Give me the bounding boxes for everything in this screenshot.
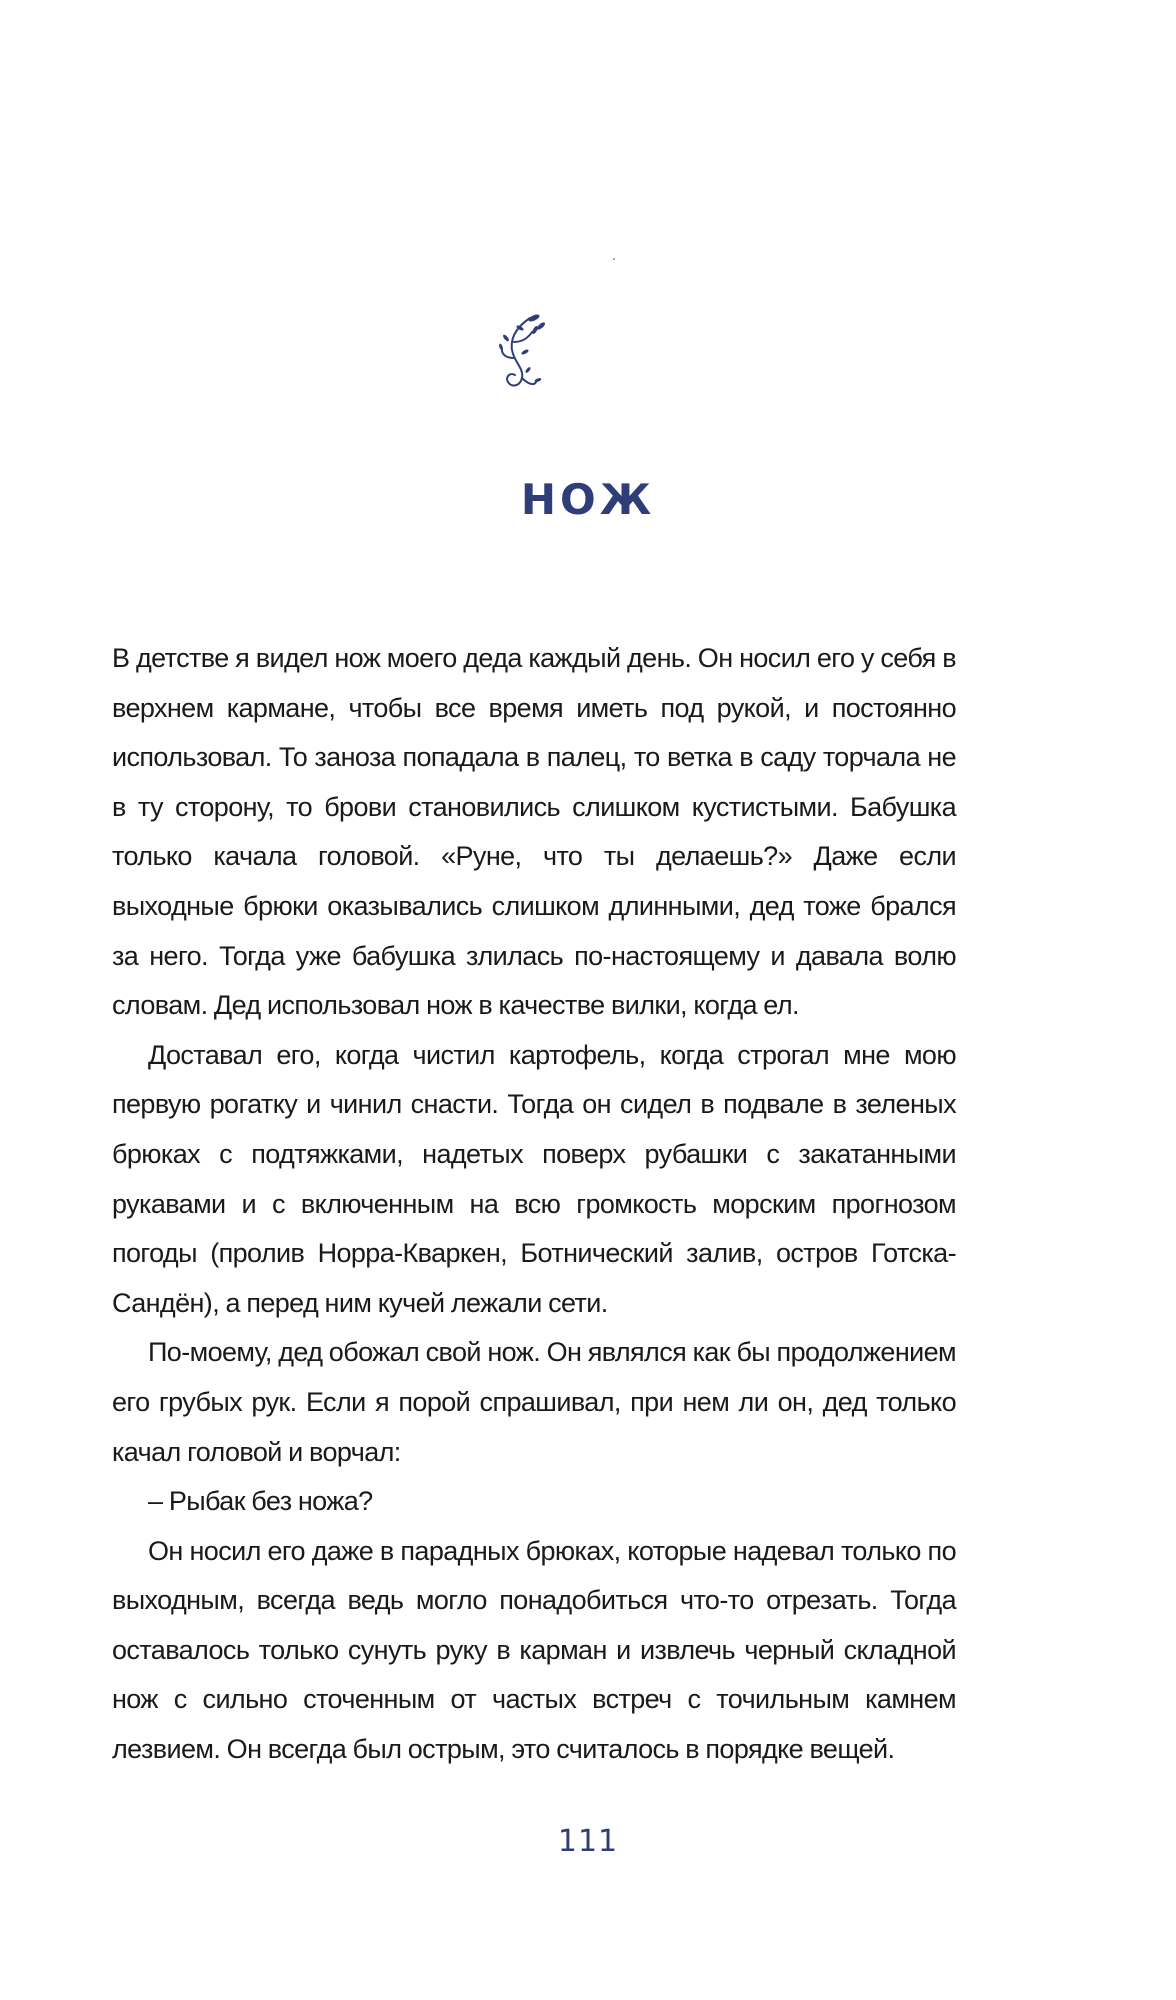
dialogue-line: – Рыбак без ножа? — [148, 1486, 373, 1517]
paragraph: Доставал его, когда чистил картофель, когда строгал мне мою первую рогатку и чинил снасти. Тогда он сидел в подвале в зеленых брюках с подтяжками, надетых поверх рубашки с закатанными рукавами и с включенным на всю громкость морским прогнозом погоды (пролив Норра-Кваркен, Ботнический залив, остров Готска-Сандён), а перед ним кучей лежали сети. — [112, 1039, 956, 1318]
paragraph: По-моему, дед обожал свой нож. Он являлся как бы продолжением его грубых рук. Если я порой спрашивал, при нем ли он, дед только качал головой и ворчал: — [112, 1337, 956, 1467]
leaf-sprig-icon — [494, 312, 558, 394]
paragraph: В детстве я видел нож моего деда каждый день. Он носил его у себя в верхнем кармане, чтобы все время иметь под рукой, и постоянно использовал. То заноза попадала в палец, то ветка в саду торчала не в ту сторону, то брови становились слишком кустистыми. Бабушка только качала головой. «Руне, что ты делаешь?» Даже если выходные брюки оказывались слишком длинными, дед тоже брался за него. Тогда уже бабушка злилась по-настоящему и давала волю словам. Дед использовал нож в качестве вилки, когда ел. — [112, 643, 956, 1021]
chapter-title: НОЖ — [520, 475, 656, 524]
chapter-body — [112, 634, 956, 1775]
page-number: 111 — [557, 1824, 619, 1859]
paragraph: Он носил его даже в парадных брюках, которые надевал только по выходным, всегда ведь могло понадобиться что-то отрезать. Тогда оставалось только сунуть руку в карман и извлечь черный складной нож с сильно сточенным от частых встреч с точильным камнем лезвием. Он всегда был острым, это считалось в порядке вещей. — [112, 1535, 956, 1765]
ink-speck — [613, 258, 615, 260]
